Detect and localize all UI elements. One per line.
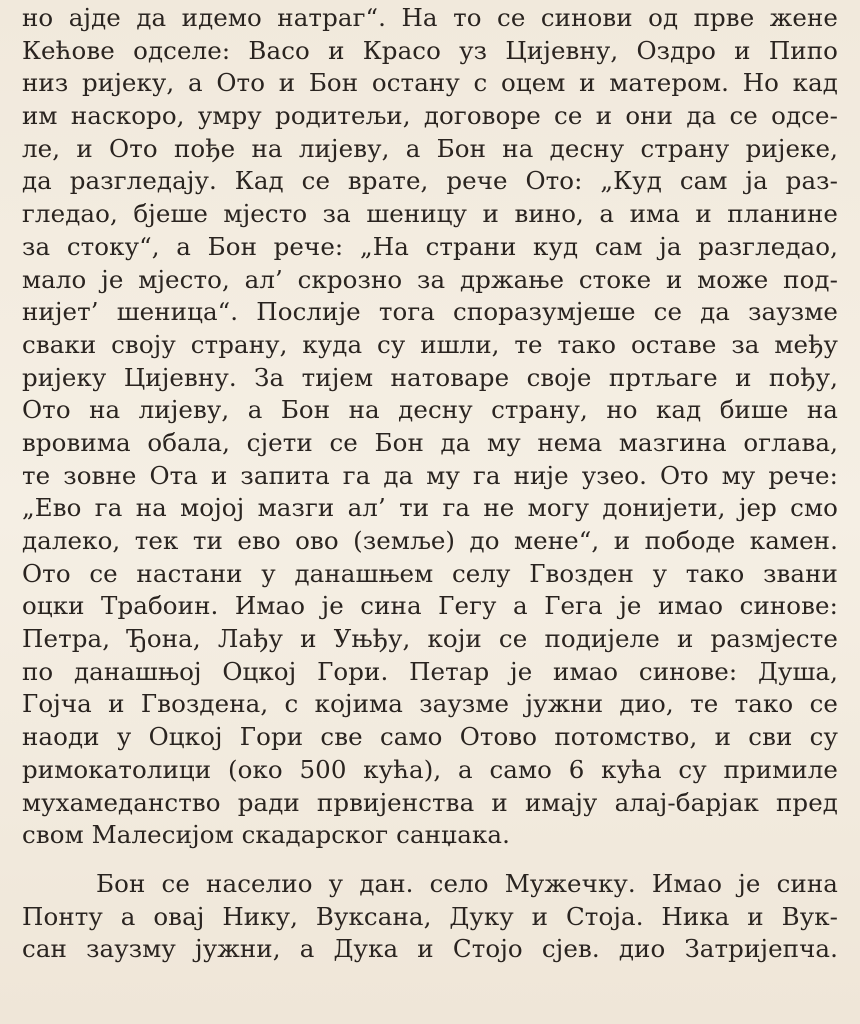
- text-line: вровима обала, сјети се Бон да му нема мазгина оглава,: [22, 427, 838, 457]
- paragraph-gap: [22, 852, 838, 868]
- text-line: „Ево га на мојој мазги ал’ ти га не могу донијети, јер смо: [22, 493, 838, 523]
- text-line: сан заузму јужни, а Дука и Стојо сјев. дио Затријепча.: [22, 934, 838, 964]
- text-line: наоди у Оцкој Гори све само Отово потомство, и сви су: [22, 722, 838, 752]
- text-line: те зовне Ота и запита га да му га није узео. Ото му рече:: [22, 460, 838, 490]
- paragraph-2: [22, 868, 838, 966]
- text-line: но ајде да идемо натраг“. На то се синови од прве жене: [22, 3, 838, 32]
- text-line: Кећове одселе: Васо и Красо уз Цијевну, Оздро и Пипо: [22, 35, 838, 65]
- text-line: мало је мјесто, ал’ скрозно за држање стоке и може под-: [22, 264, 838, 294]
- text-line: Понту а овај Нику, Вуксана, Дуку и Стоја. Ника и Вук-: [22, 901, 838, 931]
- text-line: сваки своју страну, куда су ишли, те тако оставе за међу: [22, 329, 838, 359]
- text-line: ле, и Ото пође на лијеву, а Бон на десну страну ријеке,: [22, 133, 838, 163]
- text-line: оцки Трабоин. Имао је сина Гегу а Гега је имао синове:: [22, 591, 838, 621]
- text-line: им наскоро, умру родитељи, договоре се и они да се одсе-: [22, 101, 838, 131]
- text-line: далеко, тек ти ево ово (земље) до мене“, и пободе камен.: [22, 526, 838, 555]
- text-line: по данашњој Оцкој Гори. Петар је имао синове: Душа,: [22, 656, 838, 686]
- text-line: свом Малесијом скадарског санџака.: [22, 820, 510, 850]
- text-line: за стоку“, а Бон рече: „На страни куд сам ја разгледао,: [22, 231, 838, 261]
- text-line: да разгледају. Кад се врате, рече Ото: „Куд сам ја раз-: [22, 166, 838, 196]
- text-line: римокатолици (око 500 кућа), а само 6 кућа су примиле: [22, 754, 838, 784]
- text-line: Ото се настани у данашњем селу Гвозден у тако звани: [22, 558, 838, 588]
- text-line: мухамеданство ради првијенства и имају алај-барјак пред: [22, 787, 838, 817]
- text-line: нијет’ шеница“. Послије тога споразумјеше се да заузме: [22, 297, 838, 327]
- paragraph-1: [22, 2, 838, 852]
- text-line: ријеку Цијевну. За тијем натоваре своје пртљаге и пођу,: [22, 362, 838, 392]
- text-line: гледао, бјеше мјесто за шеницу и вино, а има и планине: [22, 199, 838, 229]
- text-line: Гојча и Гвоздена, с којима заузме јужни дио, те тако се: [22, 689, 838, 719]
- text-line: Ото на лијеву, а Бон на десну страну, но кад бише на: [22, 395, 838, 425]
- text-line: низ ријеку, а Ото и Бон остану с оцем и матером. Но кад: [22, 68, 838, 98]
- text-line: Петра, Ђона, Лађу и Уњђу, који се подијеле и размјесте: [22, 624, 838, 654]
- text-line: Бон се населио у дан. село Мужечку. Имао је сина: [96, 868, 838, 898]
